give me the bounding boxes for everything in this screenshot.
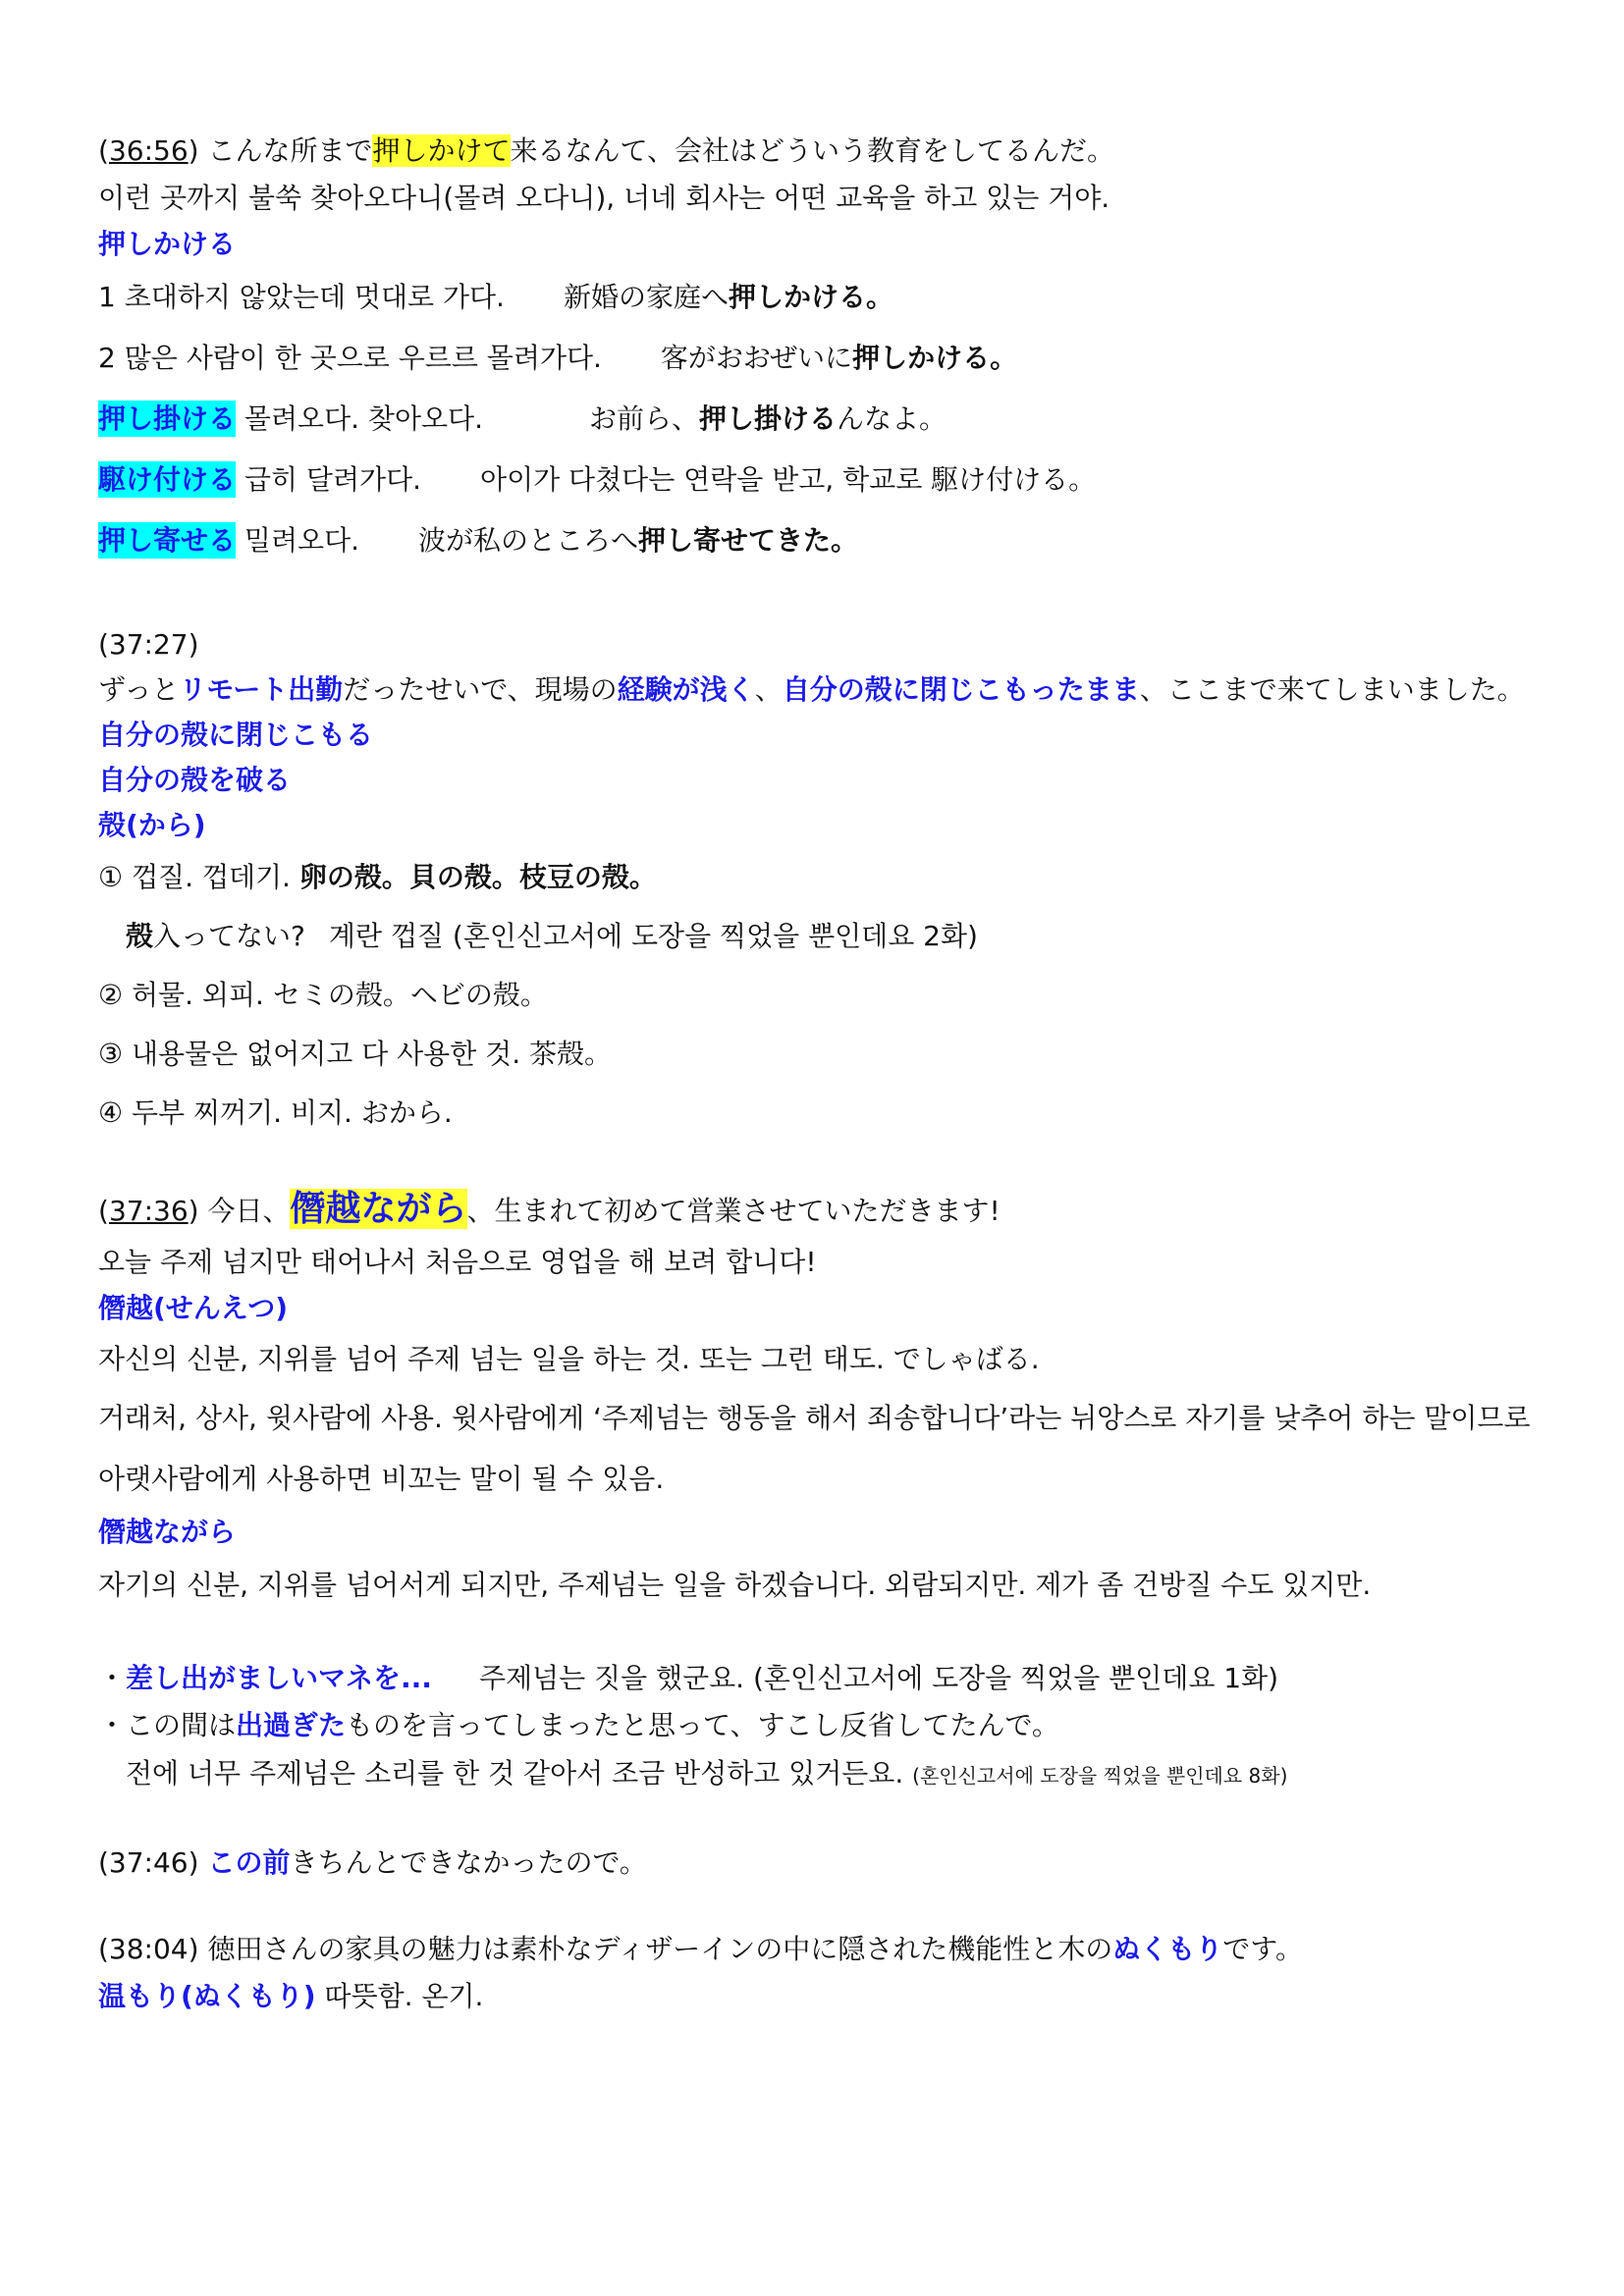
key-term: ぬくもり — [1112, 1933, 1223, 1965]
example-translation: 계란 껍질 (혼인신고서에 도장을 찍었을 뿐인데요 2화) — [328, 920, 978, 952]
example-term: 押しかける。 — [728, 281, 893, 313]
term-heading: 自分の殻を破る — [98, 764, 292, 796]
sentence-line: (36:56) こんな所まで押しかけて来るなんて、会社はどういう教育をしてるんだ。 — [98, 134, 1114, 167]
key-term: リモート出勤 — [179, 673, 344, 706]
example-term: 押し掛ける — [699, 402, 838, 435]
definition-text: 급히 달려가다. — [244, 463, 422, 496]
translation-line: 오늘 주제 넘지만 태어나서 처음으로 영업을 해 보려 합니다! — [98, 1246, 817, 1278]
sentence-line: (37:36) 今日、僭越ながら、生まれて初めて営業させていただきます! — [98, 1189, 1001, 1229]
term-heading: 押しかける — [98, 228, 237, 260]
sentence-text: ・この間は — [98, 1709, 237, 1741]
example-text: 新婚の家庭へ — [563, 281, 729, 313]
definition-text: ① 껍질. 껍데기. — [98, 861, 291, 893]
sentence-text: ずっと — [98, 673, 180, 706]
definition-text: 따뜻함. 온기. — [324, 1980, 484, 2012]
definition-line — [98, 1025, 1532, 1084]
key-term: 出過ぎた — [236, 1709, 347, 1741]
example-text: んなよ。 — [837, 402, 947, 435]
key-term: 自分の殻に閉じこもったまま — [782, 673, 1140, 706]
related-term-line — [98, 389, 1532, 450]
example-text: 波が私のところへ — [418, 524, 639, 557]
example-text: お前ら、 — [589, 402, 700, 435]
definition-text: ③ 내용물은 없어지고 다 사용한 것. — [98, 1038, 521, 1070]
sentence-text: 今日、 — [207, 1195, 291, 1227]
timestamp: (37:27) — [98, 628, 199, 661]
timestamp-link[interactable]: 37:36 — [108, 1195, 189, 1227]
definition-text: 2 많은 사람이 한 곳으로 우르르 몰려가다. — [98, 342, 602, 374]
definition-line: 자신의 신분, 지위를 넘어 주제 넘는 일을 하는 것. 또는 그런 태도. でしゃばる. — [98, 1343, 1040, 1375]
bullet-line — [98, 1655, 1532, 1702]
related-term-line — [98, 450, 1532, 510]
sentence-text: です。 — [1222, 1933, 1303, 1965]
term-heading: 自分の殻に閉じこもる — [98, 719, 374, 751]
sentence-text: ものを言ってしまったと思って、すこし反省してたんで。 — [346, 1709, 1059, 1741]
translation-line — [98, 1749, 1532, 1800]
term-heading: 僭越(せんえつ) — [98, 1292, 289, 1324]
sentence-text: だったせいで、現場の — [343, 673, 618, 706]
example-text: 卵の殻。貝の殻。枝豆の殻。 — [298, 861, 657, 893]
document-page — [98, 128, 1532, 2020]
sentence-text: 徳田さんの家具の魅力は素朴なディザーインの中に隠された機能性と木の — [207, 1933, 1113, 1965]
example-translation: 주제넘는 짓을 했군요. (혼인신고서에 도장을 찍었을 뿐인데요 1화) — [478, 1662, 1279, 1694]
example-translation: 전에 너무 주제넘은 소리를 한 것 같아서 조금 반성하고 있거든요. — [126, 1757, 904, 1789]
related-term-line — [98, 510, 1532, 571]
definition-text: 몰려오다. 찾아오다. — [244, 402, 484, 435]
definition-line: ④ 두부 찌꺼기. 비지. おから. — [98, 1096, 453, 1129]
definition-text: 밀려오다. — [244, 524, 360, 557]
timestamp: (38:04) — [98, 1933, 199, 1965]
timestamp-link[interactable]: 36:56 — [108, 134, 189, 167]
timestamp: (37:46) — [98, 1846, 199, 1879]
definition-line: 거래처, 상사, 윗사람에 사용. 윗사람에게 ‘주제넘는 행동을 해서 죄송합니다’라는 뉘앙스로 자기를 낮추어 하는 말이므로 아랫사람에게 사용하면 비꼬는 말이 될 수 있음. — [98, 1402, 1531, 1495]
definition-line — [98, 1973, 1532, 2020]
example-term: 押しかける。 — [852, 342, 1018, 374]
sentence-text: 、生まれて初めて営業させていただきます! — [466, 1195, 1001, 1227]
definition-text: 1 초대하지 않았는데 멋대로 가다. — [98, 281, 505, 313]
key-term: 差し出がましいマネを... — [126, 1662, 432, 1694]
definition-line — [98, 848, 1532, 907]
sentence-text: 、ここまで来てしまいました。 — [1139, 673, 1525, 706]
bullet-marker: ・ — [98, 1662, 127, 1694]
translation-line: 이런 곳까지 불쑥 찾아오다니(몰려 오다니), 너네 회사는 어떤 교육을 하고 있는 거야. — [98, 182, 1110, 214]
related-term: 押し掛ける — [98, 402, 237, 435]
sentence-line — [98, 667, 1532, 713]
definition-line: 자기의 신분, 지위를 넘어서게 되지만, 주제넘는 일을 하겠습니다. 외람되지만. 제가 좀 건방질 수도 있지만. — [98, 1569, 1372, 1601]
sentence-text: きちんとできなかったので。 — [290, 1846, 647, 1879]
highlighted-term: 僭越ながら — [290, 1189, 467, 1229]
example-text: 入ってない? — [153, 920, 305, 952]
sentence-line — [98, 1926, 1532, 1973]
related-term: 駆け付ける — [98, 463, 237, 496]
source-note: (혼인신고서에 도장을 찍었을 뿐인데요 8화) — [912, 1764, 1288, 1788]
key-term: この前 — [207, 1846, 291, 1879]
example-text: 客がおおぜいに — [660, 342, 853, 374]
term-heading: 僭越ながら — [98, 1516, 237, 1548]
sentence-text: 、 — [754, 673, 783, 706]
term-heading: 殻(から) — [98, 809, 206, 841]
example-line — [98, 907, 1532, 966]
definition-line — [98, 328, 1532, 389]
term-heading: 温もり(ぬくもり) — [98, 1980, 316, 2012]
example-term: 殻 — [126, 920, 154, 952]
definition-line — [98, 267, 1532, 328]
sentence-line — [98, 1840, 1532, 1887]
definition-line — [98, 966, 1532, 1025]
sentence-text: 来るなんて、会社はどういう教育をしてるんだ。 — [510, 134, 1114, 167]
example-text: 아이가 다쳤다는 연락을 받고, 학교로 駆け付ける。 — [480, 463, 1097, 496]
example-text: 茶殻。 — [529, 1038, 613, 1070]
related-term: 押し寄せる — [98, 524, 237, 557]
key-term: 経験が浅く — [617, 673, 755, 706]
example-term: 押し寄せてきた。 — [638, 524, 859, 557]
example-text: セミの殻。ヘビの殻。 — [272, 979, 548, 1011]
sentence-text: こんな所まで — [207, 134, 373, 167]
definition-text: ② 허물. 외피. — [98, 979, 264, 1011]
bullet-line — [98, 1702, 1532, 1749]
highlighted-term: 押しかけて — [372, 134, 511, 167]
